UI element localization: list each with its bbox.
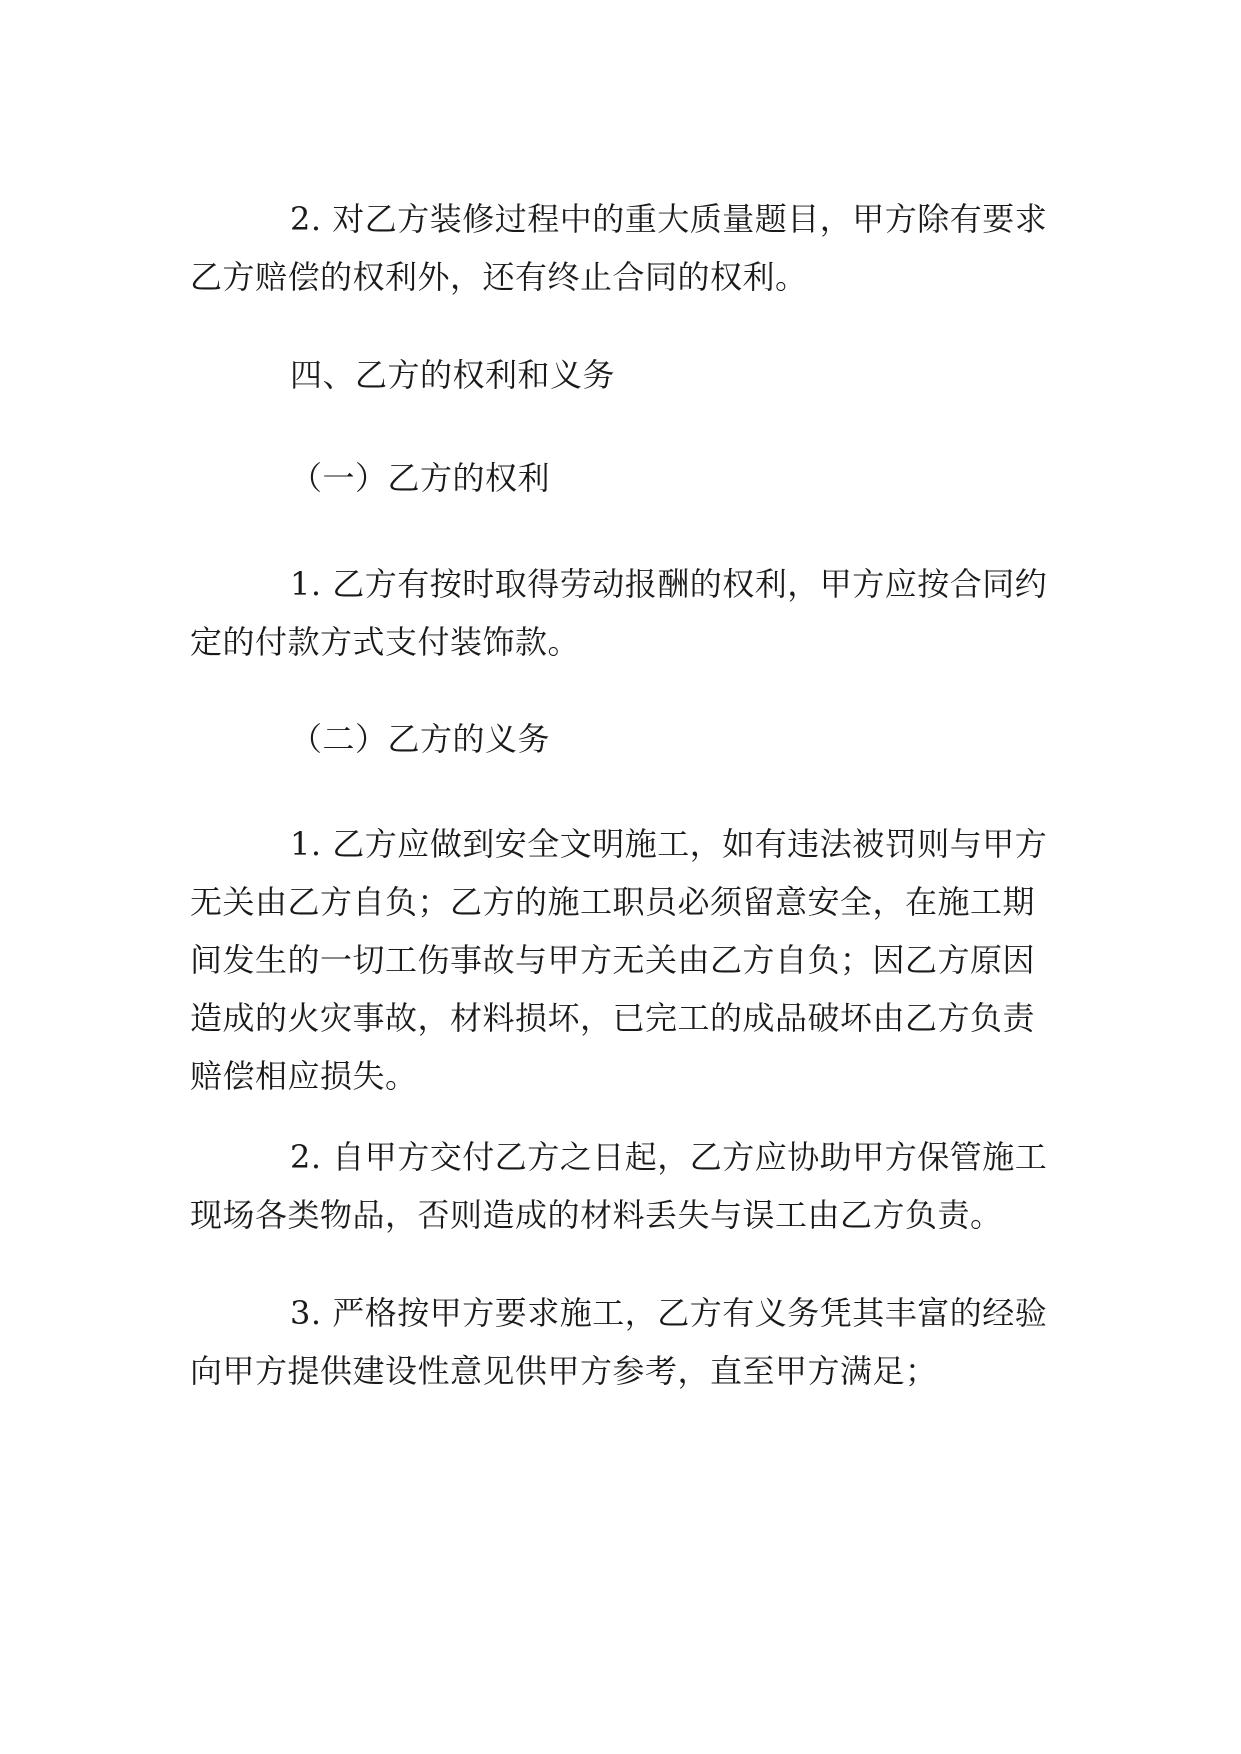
- paragraph-line: 2. 对乙方装修过程中的重大质量题目，甲方除有要求: [290, 200, 1048, 238]
- subsection-heading: （二）乙方的义务: [290, 720, 551, 758]
- paragraph-line: 无关由乙方自负；乙方的施工职员必须留意安全，在施工期: [190, 883, 1036, 921]
- subsection-heading-party-b-rights: [190, 449, 1050, 507]
- paragraph-safety: [190, 815, 1050, 1105]
- paragraph-line: 向甲方提供建设性意见供甲方参考，直至甲方满足；: [190, 1352, 938, 1390]
- section-heading: 四、乙方的权利和义务: [290, 356, 616, 394]
- subsection-heading: （一）乙方的权利: [290, 459, 551, 497]
- paragraph-construction-requirements: [190, 1284, 1050, 1400]
- paragraph-line: 1. 乙方有按时取得劳动报酬的权利，甲方应按合同约: [290, 565, 1048, 603]
- paragraph-line: 造成的火灾事故，材料损坏，已完工的成品破坏由乙方负责: [190, 999, 1036, 1037]
- paragraph-line: 赔偿相应损失。: [190, 1057, 418, 1095]
- subsection-heading-party-b-obligations: [190, 710, 1050, 768]
- paragraph-line: 2. 自甲方交付乙方之日起，乙方应协助甲方保管施工: [290, 1138, 1048, 1176]
- paragraph-site-custody: [190, 1128, 1050, 1244]
- section-heading-party-b-rights-obligations: [190, 346, 1050, 404]
- paragraph-line: 现场各类物品，否则造成的材料丢失与误工由乙方负责。: [190, 1196, 1003, 1234]
- paragraph-labor-remuneration: [190, 555, 1050, 671]
- paragraph-line: 3. 严格按甲方要求施工，乙方有义务凭其丰富的经验: [290, 1294, 1048, 1332]
- paragraph-line: 乙方赔偿的权利外，还有终止合同的权利。: [190, 258, 808, 296]
- paragraph-line: 间发生的一切工伤事故与甲方无关由乙方自负；因乙方原因: [190, 941, 1036, 979]
- paragraph-line: 定的付款方式支付装饰款。: [190, 623, 581, 661]
- paragraph-quality-issues: [190, 190, 1050, 306]
- paragraph-line: 1. 乙方应做到安全文明施工，如有违法被罚则与甲方: [290, 825, 1048, 863]
